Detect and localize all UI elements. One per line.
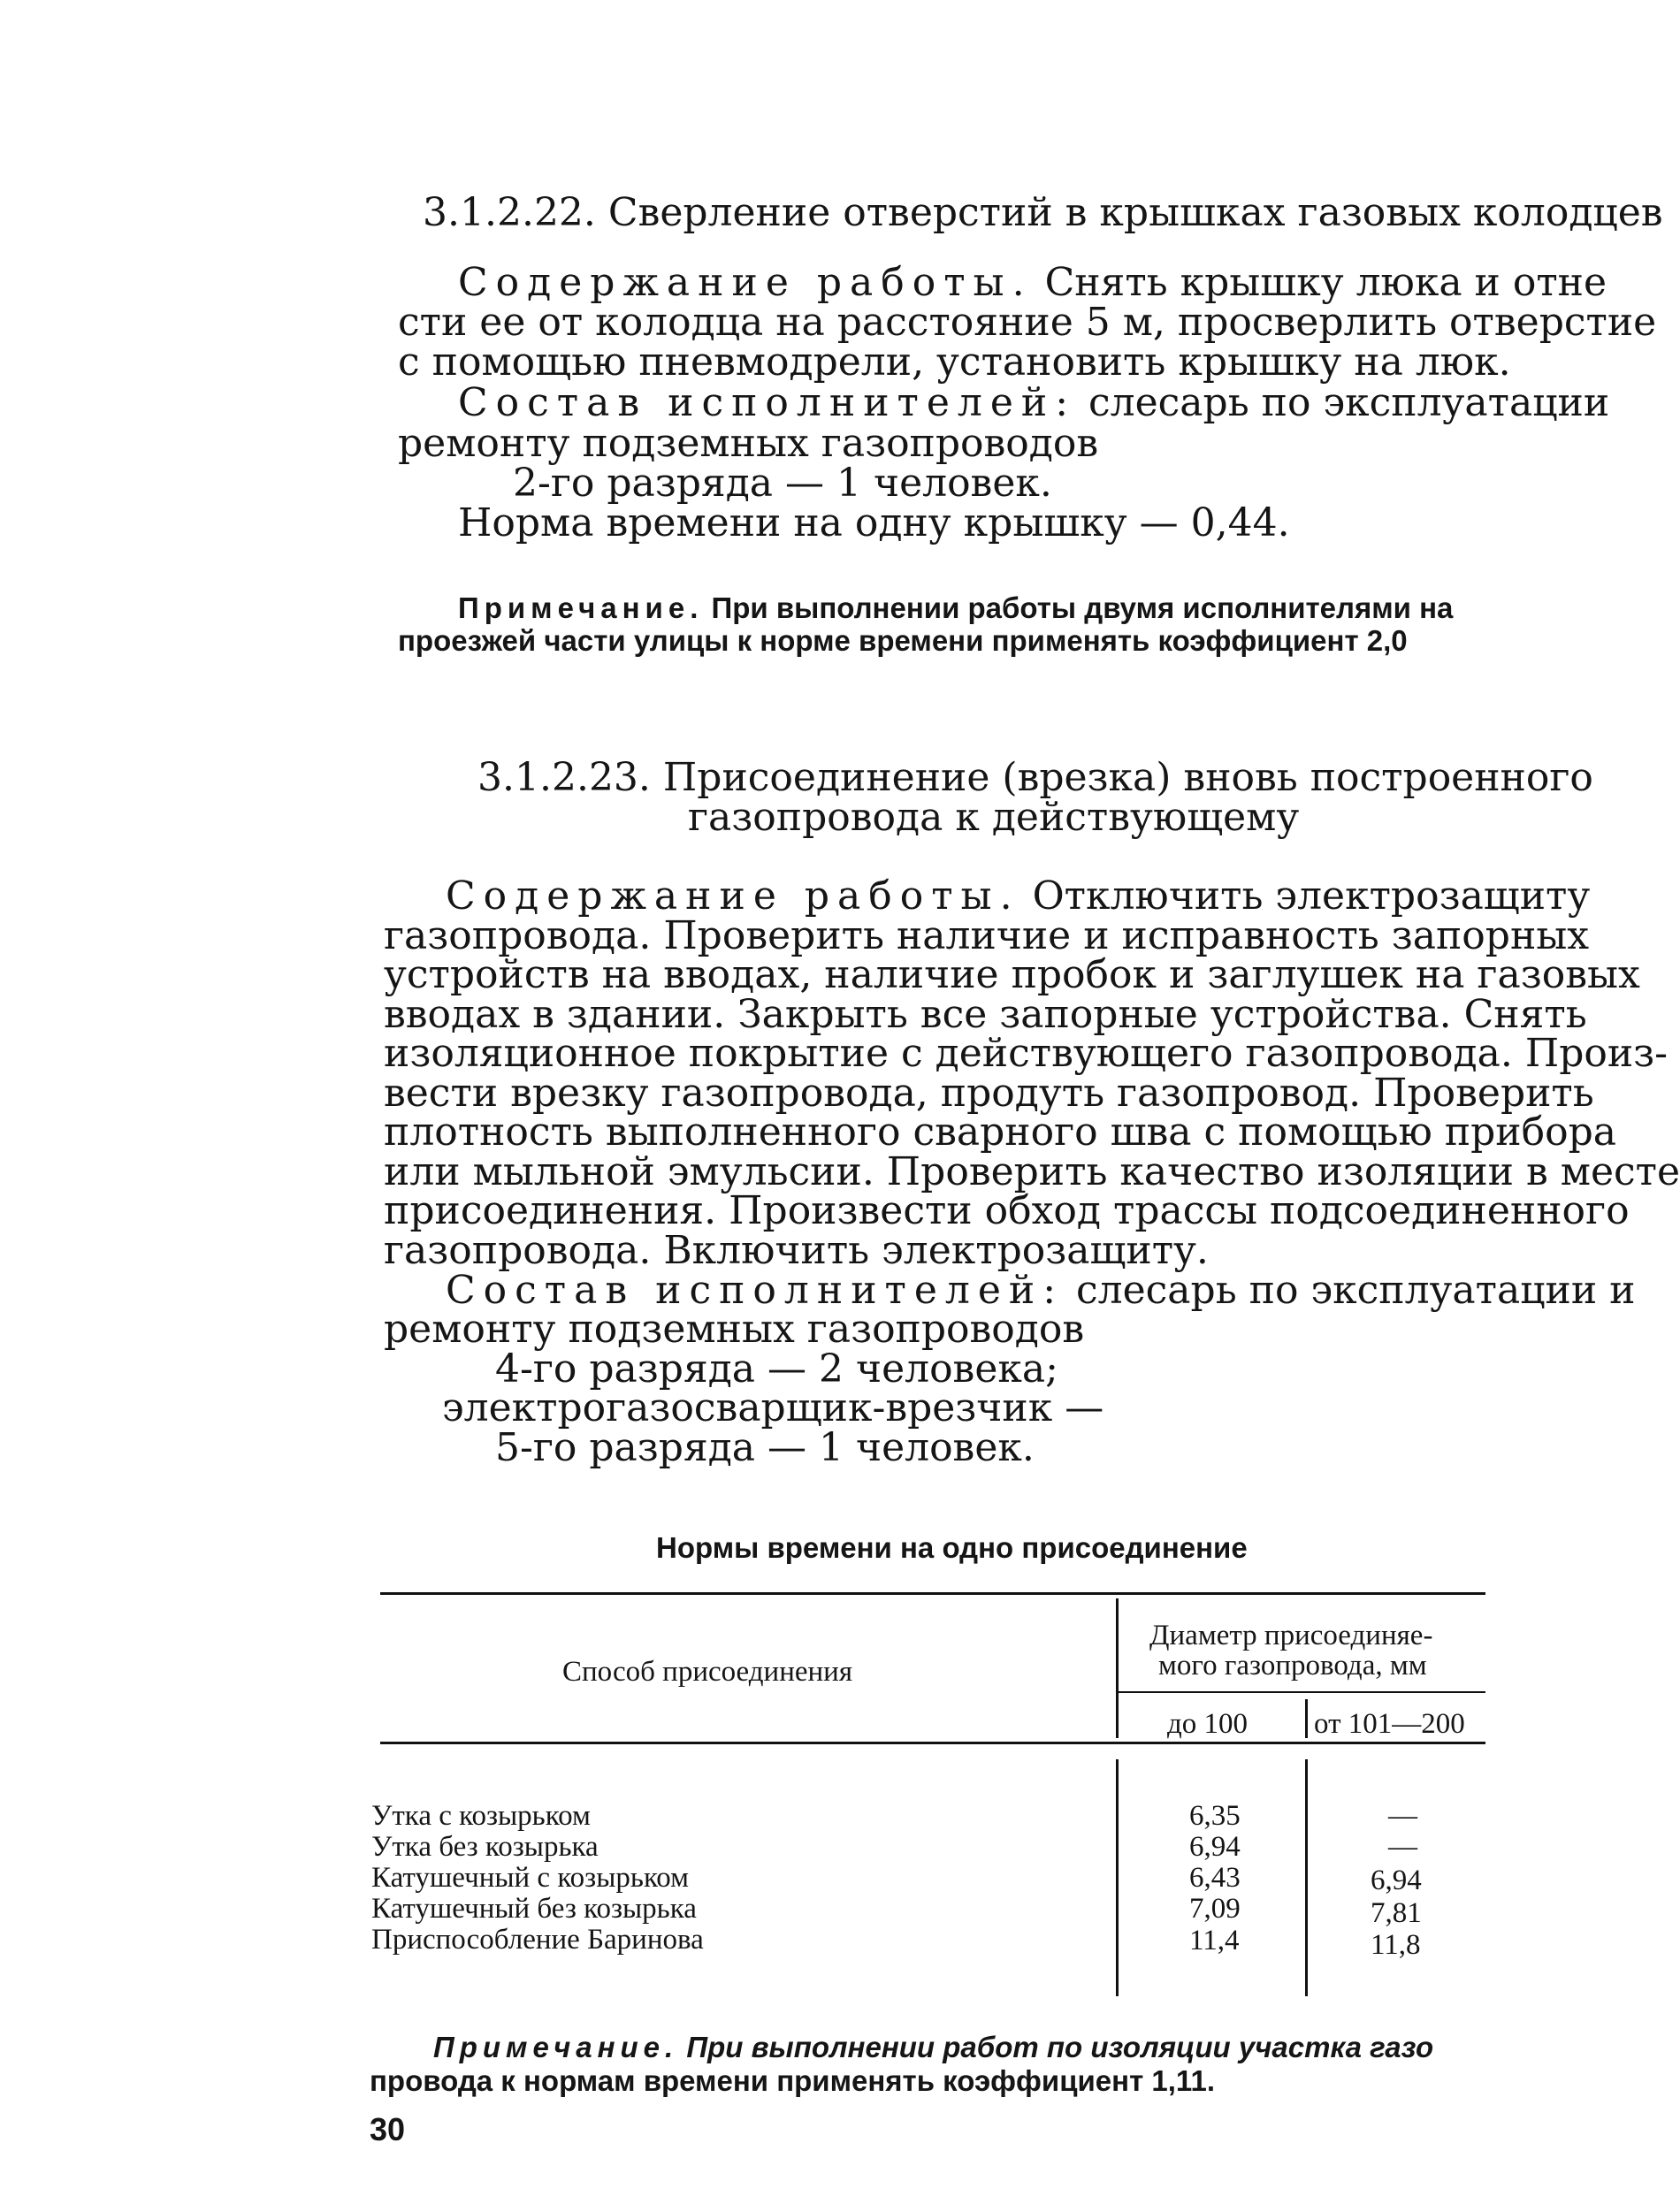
table-caption: Нормы времени на одно присоединение xyxy=(656,1531,1248,1564)
section-22-note-line2: проезжей части улицы к норме времени применять коэффициент 2,0 xyxy=(398,624,1408,657)
table-col-sub2: от 101—200 xyxy=(1314,1708,1465,1740)
table-header-divider xyxy=(1116,1598,1119,1738)
section-22-content-line1 xyxy=(458,260,1607,305)
staff-text: слесарь по эксплуатации и xyxy=(1064,1268,1636,1313)
content-label: Содержание работы. xyxy=(446,873,1020,919)
section-23-staff-line5: 5-го разряда — 1 человек. xyxy=(495,1425,1035,1470)
section-23-content-line: плотность выполненного сварного шва с помощью прибора xyxy=(384,1110,1617,1155)
table-row-v2: 7,81 xyxy=(1371,1897,1422,1929)
section-23-staff-line2: ремонту подземных газопроводов xyxy=(384,1307,1085,1352)
staff-label: Состав исполнителей: xyxy=(446,1268,1065,1313)
table-subheader-divider xyxy=(1305,1699,1308,1738)
section-22-note-line1 xyxy=(458,592,1453,624)
table-body-divider-1 xyxy=(1116,1759,1119,1996)
table-row-method: Катушечный с козырьком xyxy=(371,1862,690,1894)
section-23-content-line1 xyxy=(446,873,1591,919)
footnote-label: Примечание. xyxy=(433,2031,679,2063)
section-23-content-line: газопровода. Проверить наличие и исправность запорных xyxy=(384,913,1590,958)
section-22-norm: Норма времени на одну крышку — 0,44. xyxy=(458,500,1290,545)
content-text: Снять крышку люка и отне xyxy=(1032,260,1607,305)
section-22-content-line3: с помощью пневмодрели, установить крышку на люк. xyxy=(398,339,1511,385)
table-row-v1: 7,09 xyxy=(1189,1893,1241,1925)
footnote-text: При выполнении работ по изоляции участка газо xyxy=(678,2031,1434,2063)
section-23-content-line: устройств на вводах, наличие пробок и заглушек на газовых xyxy=(384,952,1640,997)
staff-text: слесарь по эксплуатации xyxy=(1076,380,1610,425)
table-row-method: Катушечный без козырька xyxy=(371,1893,697,1925)
table-row-method: Приспособление Баринова xyxy=(371,1924,704,1956)
section-22-content-line2: сти ее от колодца на расстояние 5 м, просверлить отверстие xyxy=(398,300,1657,345)
section-23-content-line: газопровода. Включить электрозащиту. xyxy=(384,1228,1209,1273)
table-header-bottom-rule xyxy=(380,1742,1485,1744)
note-text: При выполнении работы двумя исполнителями на xyxy=(703,591,1454,624)
table-row-v2: 6,94 xyxy=(1371,1865,1422,1896)
section-23-staff-line4: электрогазосварщик-врезчик — xyxy=(442,1385,1104,1430)
section-22-title: 3.1.2.22. Сверление отверстий в крышках газовых колодцев xyxy=(423,190,1663,235)
table-row-method: Утка без козырька xyxy=(371,1831,599,1863)
table-header-mid-rule xyxy=(1116,1691,1485,1693)
section-23-title-line1: 3.1.2.23. Присоединение (врезка) вновь построенного xyxy=(477,755,1593,800)
table-col-sub1: до 100 xyxy=(1167,1708,1249,1740)
table-row-method: Утка с козырьком xyxy=(371,1800,591,1832)
table-body-divider-2 xyxy=(1305,1759,1308,1996)
table-row-v1: 11,4 xyxy=(1189,1925,1240,1956)
footnote-line1 xyxy=(433,2032,1433,2063)
section-23-content-line: присоединения. Произвести обход трассы подсоединенного xyxy=(384,1188,1630,1233)
section-23-title-line2: газопровода к действующему xyxy=(688,795,1300,840)
section-23-content-line: или мыльной эмульсии. Проверить качество изоляции в месте xyxy=(384,1149,1680,1194)
table-top-rule xyxy=(380,1592,1485,1595)
content-text: Отключить электрозащиту xyxy=(1019,873,1591,919)
section-22-staff-line3: 2-го разряда — 1 человек. xyxy=(513,461,1052,506)
section-23-staff-line1 xyxy=(446,1268,1636,1313)
table-row-v2: 11,8 xyxy=(1371,1929,1421,1961)
section-22-staff-line2: ремонту подземных газопроводов xyxy=(398,421,1099,466)
page-number: 30 xyxy=(370,2111,406,2147)
section-23-content-line: изоляционное покрытие с действующего газопровода. Произ- xyxy=(384,1031,1669,1076)
content-label: Содержание работы. xyxy=(458,260,1033,305)
section-23-staff-line3: 4-го разряда — 2 человека; xyxy=(495,1346,1058,1392)
footnote-line2: провода к нормам времени применять коэффициент 1,11. xyxy=(370,2064,1215,2097)
table-col-diameter-line2: мого газопровода, мм xyxy=(1158,1650,1427,1682)
table-col-method: Способ присоединения xyxy=(562,1656,853,1688)
table-row-v1: 6,35 xyxy=(1189,1800,1241,1832)
section-23-content-line: вести врезку газопровода, продуть газопровод. Проверить xyxy=(384,1071,1594,1116)
table-row-v1: 6,43 xyxy=(1189,1862,1241,1894)
section-22-staff-line1 xyxy=(458,380,1610,425)
note-label: Примечание. xyxy=(458,591,704,624)
table-col-diameter-line1: Диаметр присоединяе- xyxy=(1149,1620,1433,1651)
staff-label: Состав исполнителей: xyxy=(458,380,1077,425)
table-row-v2: — xyxy=(1388,1800,1417,1832)
table-row-v2: — xyxy=(1388,1831,1417,1863)
section-23-content-line: вводах в здании. Закрыть все запорные устройства. Снять xyxy=(384,992,1587,1037)
table-row-v1: 6,94 xyxy=(1189,1831,1241,1863)
